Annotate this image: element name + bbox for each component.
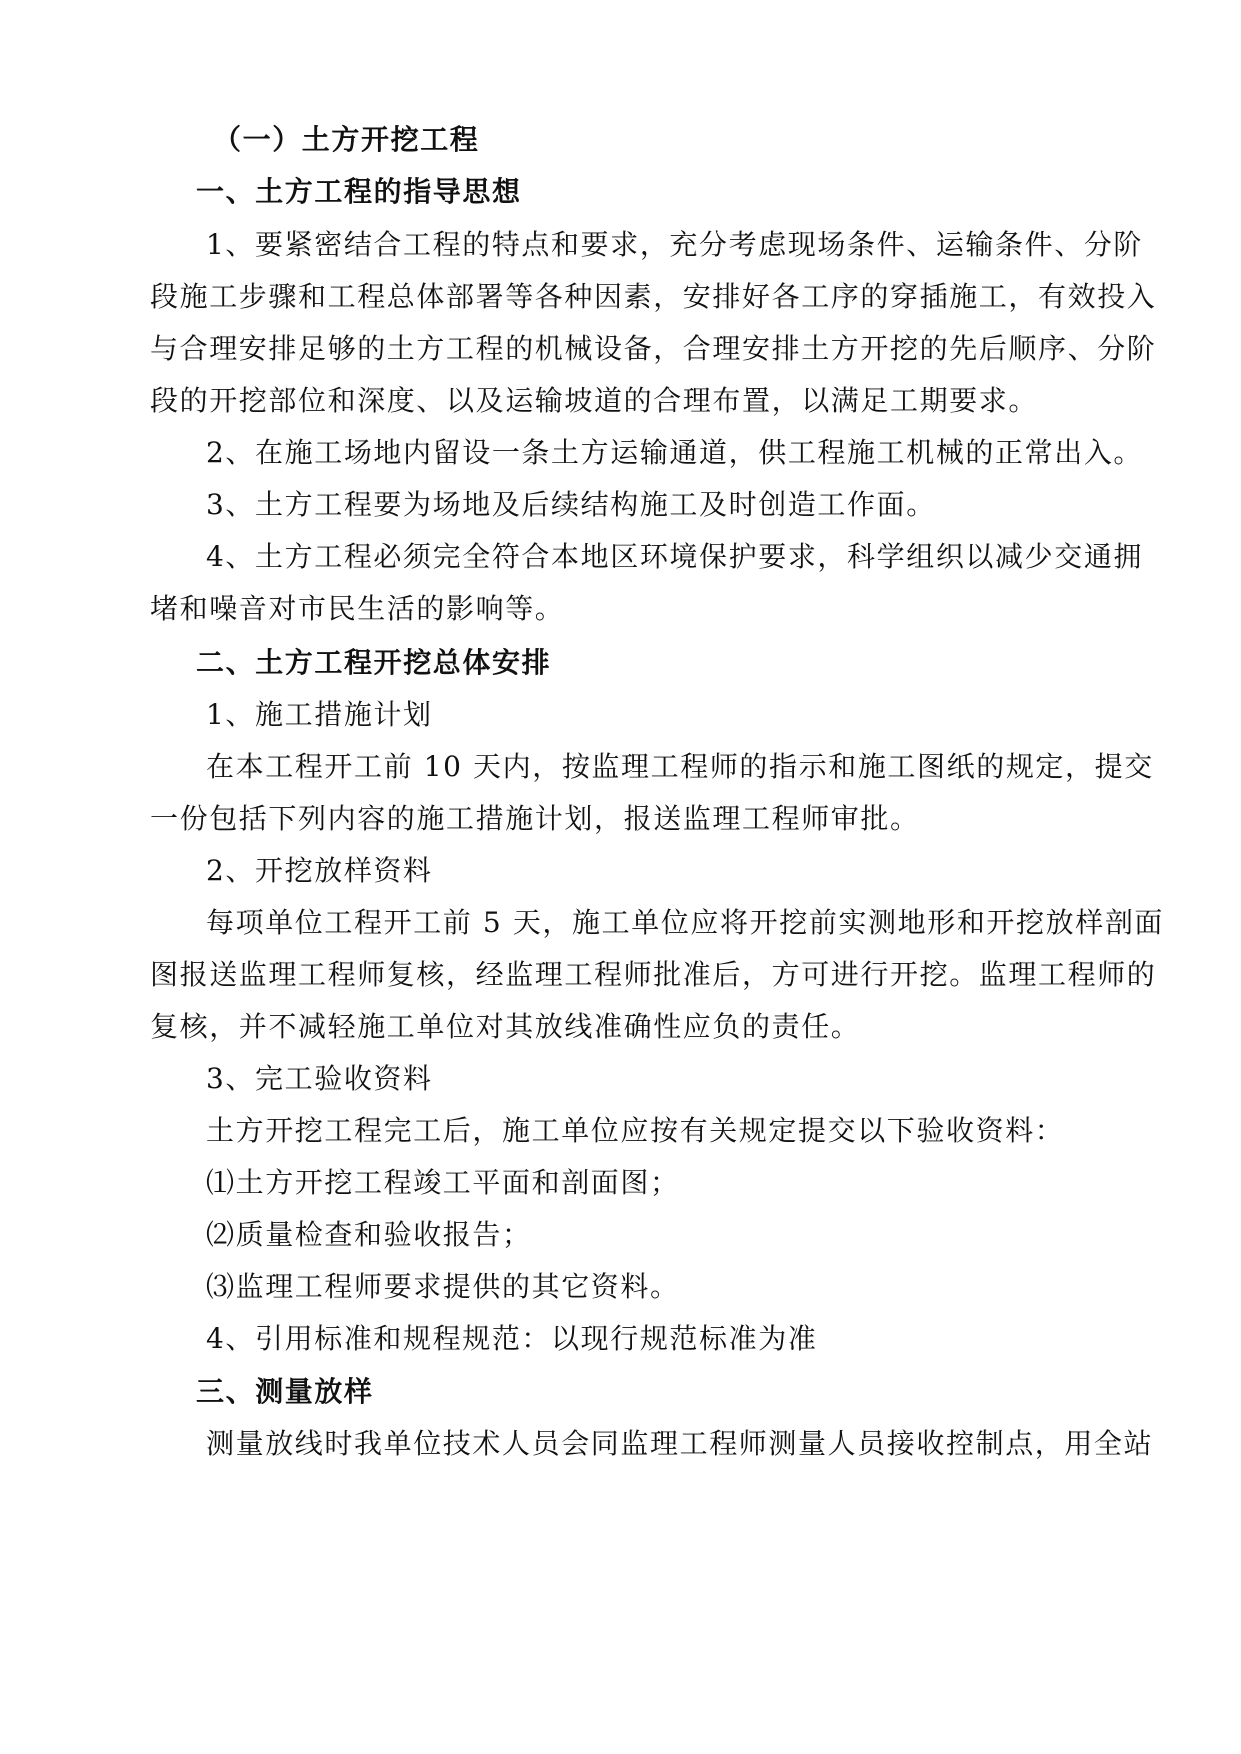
list-item: ⑴土方开挖工程竣工平面和剖面图； xyxy=(206,1166,680,1199)
subsection-title: 2、开挖放样资料 xyxy=(206,854,433,887)
paragraph-line: 一份包括下列内容的施工措施计划，报送监理工程师审批。 xyxy=(150,802,920,835)
subsection-title: 4、引用标准和规程规范：以现行规范标准为准 xyxy=(206,1322,818,1355)
list-item: ⑶监理工程师要求提供的其它资料。 xyxy=(206,1270,680,1303)
section-heading-3: 三、测量放样 xyxy=(196,1375,374,1408)
section-heading-2: 二、土方工程开挖总体安排 xyxy=(196,646,552,679)
paragraph-line: 堵和噪音对市民生活的影响等。 xyxy=(150,592,565,625)
subsection-title: 1、施工措施计划 xyxy=(206,698,433,731)
paragraph-line: 段的开挖部位和深度、以及运输坡道的合理布置，以满足工期要求。 xyxy=(150,384,1039,417)
section-heading-1: 一、土方工程的指导思想 xyxy=(196,175,522,208)
paragraph-line: 段施工步骤和工程总体部署等各种因素，安排好各工序的穿插施工，有效投入 xyxy=(150,280,1157,313)
paragraph-line: 图报送监理工程师复核，经监理工程师批准后，方可进行开挖。监理工程师的 xyxy=(150,958,1157,991)
paragraph-line: 1、要紧密结合工程的特点和要求，充分考虑现场条件、运输条件、分阶 xyxy=(206,228,1144,261)
subsection-title: 3、完工验收资料 xyxy=(206,1062,433,1095)
list-item: ⑵质量检查和验收报告； xyxy=(206,1218,532,1251)
paragraph-line: 2、在施工场地内留设一条土方运输通道，供工程施工机械的正常出入。 xyxy=(206,436,1144,469)
document-title: （一）土方开挖工程 xyxy=(213,123,480,156)
paragraph-line: 测量放线时我单位技术人员会同监理工程师测量人员接收控制点，用全站 xyxy=(206,1427,1154,1460)
paragraph-line: 每项单位工程开工前 5 天，施工单位应将开挖前实测地形和开挖放样剖面 xyxy=(206,906,1165,939)
paragraph-line: 土方开挖工程完工后，施工单位应按有关规定提交以下验收资料： xyxy=(206,1114,1065,1147)
paragraph-line: 4、土方工程必须完全符合本地区环境保护要求，科学组织以减少交通拥 xyxy=(206,540,1144,573)
paragraph-line: 复核，并不减轻施工单位对其放线准确性应负的责任。 xyxy=(150,1010,861,1043)
paragraph-line: 3、土方工程要为场地及后续结构施工及时创造工作面。 xyxy=(206,488,936,521)
paragraph-line: 在本工程开工前 10 天内，按监理工程师的指示和施工图纸的规定，提交 xyxy=(206,750,1154,783)
paragraph-line: 与合理安排足够的土方工程的机械设备，合理安排土方开挖的先后顺序、分阶 xyxy=(150,332,1157,365)
